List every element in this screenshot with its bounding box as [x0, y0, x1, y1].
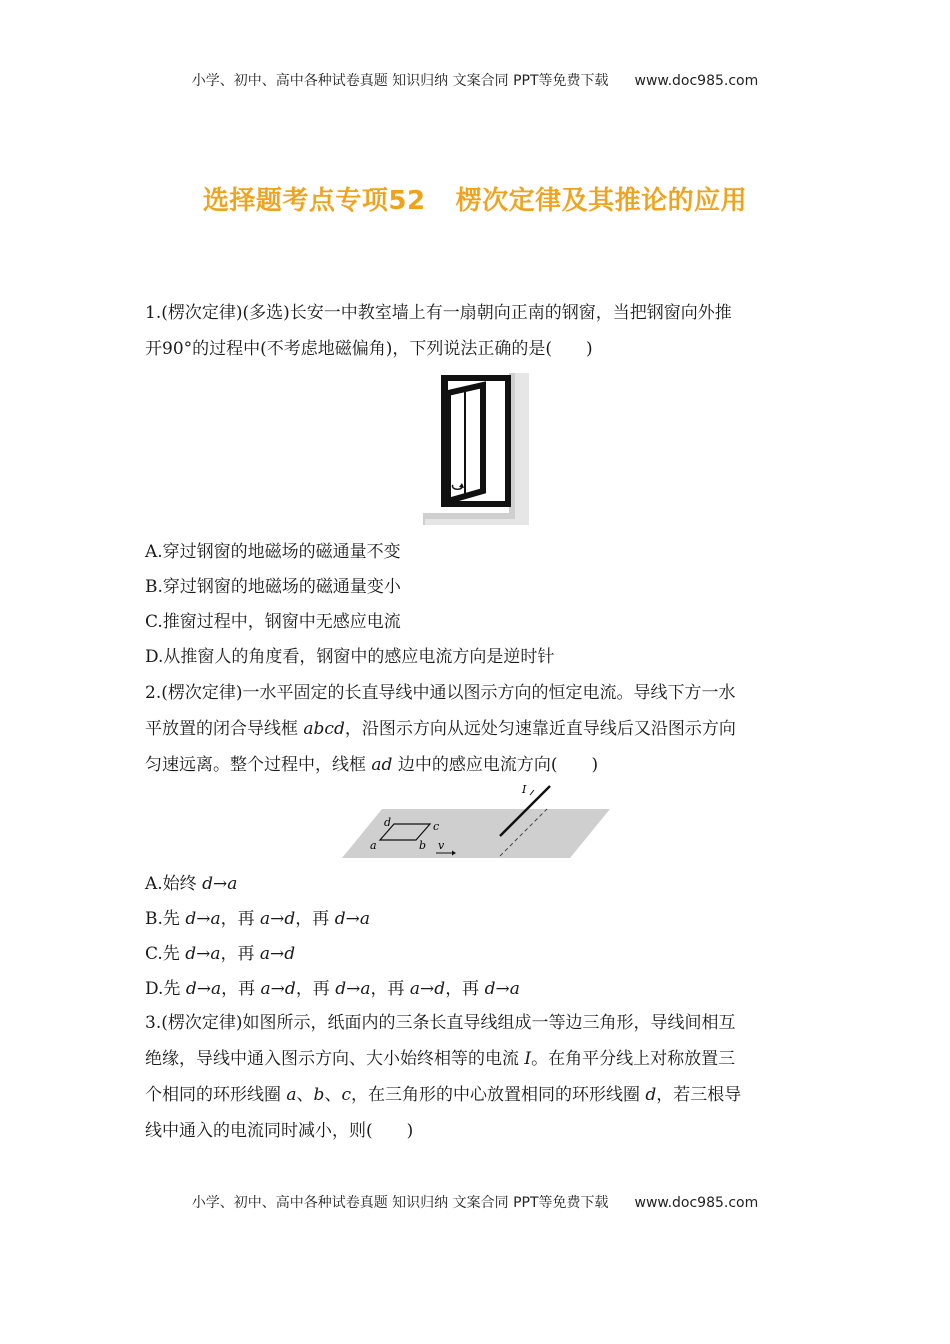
q2-line3: 匀速远离。整个过程中，线框 ad 边中的感应电流方向( )	[145, 755, 599, 775]
q2-line2: 平放置的闭合导线框 abcd，沿图示方向从远处匀速靠近直导线后又沿图示方向	[145, 719, 736, 739]
footer-site-link[interactable]: www.doc985.com	[634, 1195, 759, 1211]
q2-option-a: A.始终 d→a	[145, 874, 238, 894]
label-a: a	[370, 839, 377, 852]
q3-line3: 个相同的环形线圈 a、b、c，在三角形的中心放置相同的环形线圈 d，若三根导	[145, 1085, 742, 1105]
page-title	[0, 180, 950, 217]
label-v: v	[438, 839, 445, 852]
q1-option-d: D.从推窗人的角度看，钢窗中的感应电流方向是逆时针	[145, 647, 555, 667]
header-text: 小学、初中、高中各种试卷真题 知识归纳 文案合同 PPT等免费下载	[191, 73, 609, 89]
question-2-stem	[145, 675, 810, 783]
q1-option-a: A.穿过钢窗的地磁场的磁通量不变	[145, 542, 401, 562]
q1-line1: 1.(楞次定律)(多选)长安一中教室墙上有一扇朝向正南的钢窗，当把钢窗向外推	[145, 303, 732, 323]
title-sub: 楞次定律及其推论的应用	[455, 186, 748, 216]
label-d: d	[384, 816, 392, 829]
q3-line4: 线中通入的电流同时减小，则( )	[145, 1121, 414, 1141]
wire-loop-figure	[342, 782, 610, 860]
label-b: b	[419, 839, 427, 852]
title-main: 选择题考点专项52	[202, 186, 426, 216]
q3-line1: 3.(楞次定律)如图所示，纸面内的三条长直导线组成一等边三角形，导线间相互	[145, 1013, 736, 1033]
q1-option-c: C.推窗过程中，钢窗中无感应电流	[145, 612, 401, 632]
q2-option-d: D.先 d→a，再 a→d，再 d→a，再 a→d，再 d→a	[145, 979, 520, 999]
q3-line2: 绝缘，导线中通入图示方向、大小始终相等的电流 I。在角平分线上对称放置三	[145, 1049, 736, 1069]
header-site-link[interactable]: www.doc985.com	[634, 73, 759, 89]
q2-option-b: B.先 d→a，再 a→d，再 d→a	[145, 909, 370, 929]
question-3-stem	[145, 1005, 810, 1149]
q2-option-c: C.先 d→a，再 a→d	[145, 944, 296, 964]
q1-option-b: B.穿过钢窗的地磁场的磁通量变小	[145, 577, 401, 597]
label-c: c	[433, 820, 440, 833]
page-header	[0, 70, 950, 90]
steel-window-figure	[423, 373, 529, 525]
q2-line1: 2.(楞次定律)一水平固定的长直导线中通以图示方向的恒定电流。导线下方一水	[145, 683, 736, 703]
page-footer	[0, 1192, 950, 1212]
label-current-i: I	[522, 783, 527, 796]
question-1-stem	[145, 295, 810, 367]
q1-line2: 开90°的过程中(不考虑地磁偏角)，下列说法正确的是( )	[145, 339, 593, 359]
footer-text: 小学、初中、高中各种试卷真题 知识归纳 文案合同 PPT等免费下载	[191, 1195, 609, 1211]
